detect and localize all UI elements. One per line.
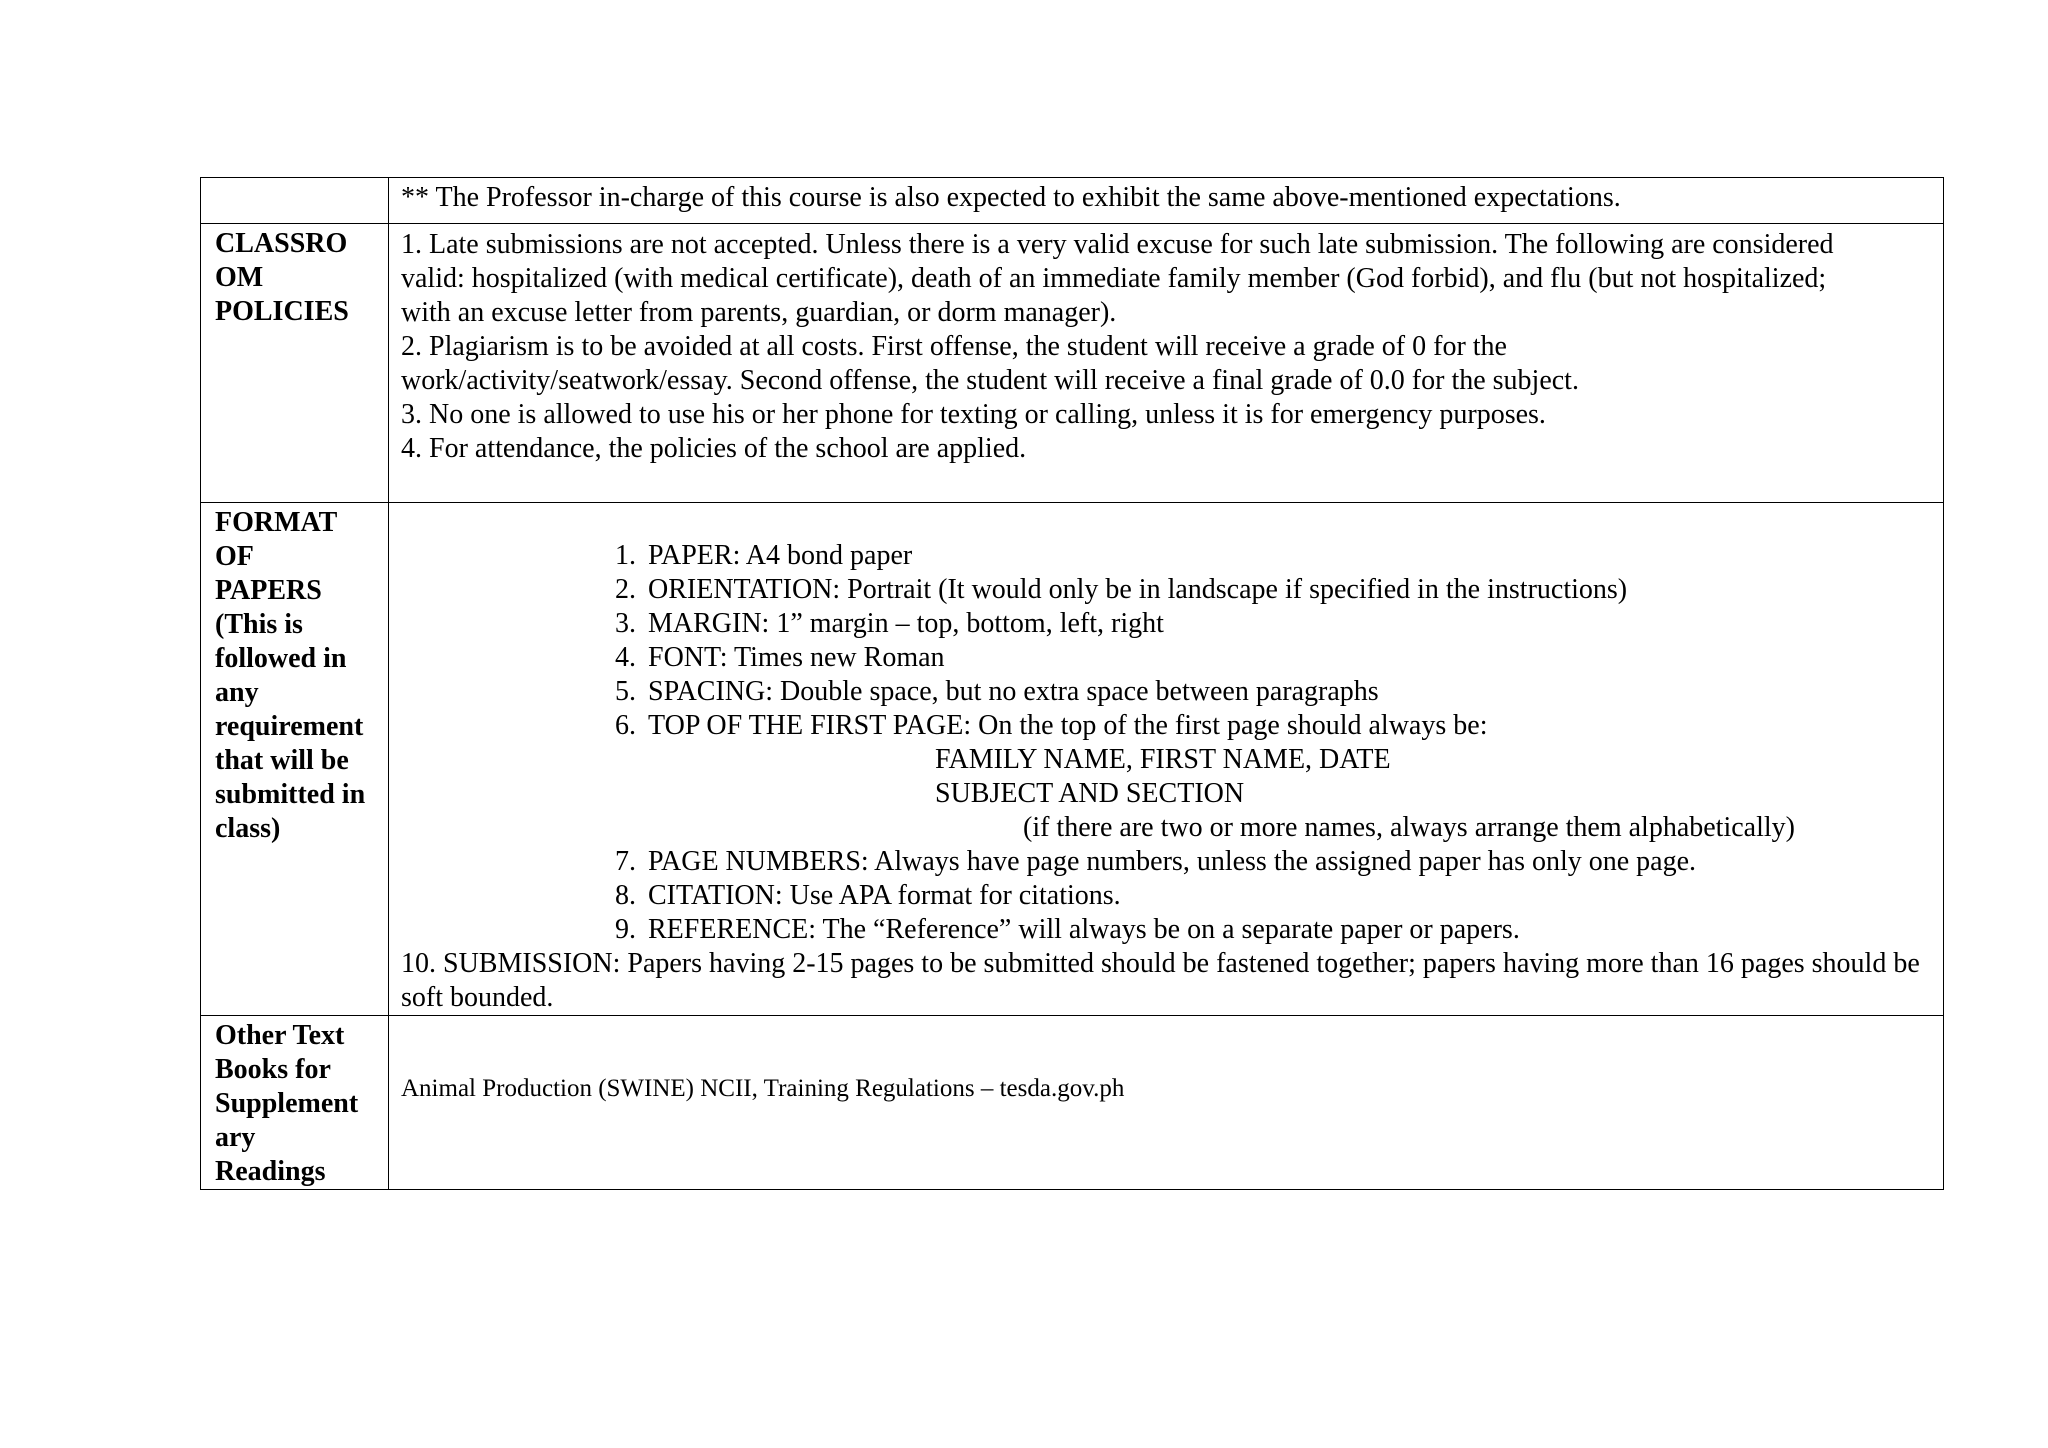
list-item: 7. PAGE NUMBERS: Always have page numbers, unless the assigned paper has only one page.	[615, 846, 1697, 877]
policy-line: work/activity/seatwork/essay. Second offense, the student will receive a final grade of 0.0 for the subject.	[401, 365, 1579, 396]
classroom-policies-body	[389, 224, 1944, 503]
submission-item: 10. SUBMISSION: Papers having 2-15 pages to be submitted should be fastened together; papers having more than 16 pages should be soft bounded.	[401, 948, 1920, 1013]
policy-line: 3. No one is allowed to use his or her phone for texting or calling, unless it is for emergency purposes.	[401, 399, 1546, 430]
classroom-policies-label: CLASSRO OM POLICIES	[201, 224, 389, 503]
policy-line: with an excuse letter from parents, guardian, or dorm manager).	[401, 297, 1117, 328]
policy-line: 4. For attendance, the policies of the school are applied.	[401, 433, 1027, 464]
expectations-row	[201, 178, 1944, 224]
policy-line: 1. Late submissions are not accepted. Unless there is a very valid excuse for such late submission. The following are considered	[401, 229, 1834, 260]
classroom-policies-row	[201, 224, 1944, 503]
list-item: 4. FONT: Times new Roman	[615, 642, 945, 673]
header-format-line: FAMILY NAME, FIRST NAME, DATE	[935, 744, 1391, 775]
other-textbooks-row	[201, 1016, 1944, 1190]
list-item: 1. PAPER: A4 bond paper	[615, 540, 913, 571]
list-item: 9. REFERENCE: The “Reference” will always be on a separate paper or papers.	[615, 914, 1520, 945]
format-of-papers-row	[201, 503, 1944, 1016]
policy-line: 2. Plagiarism is to be avoided at all costs. First offense, the student will receive a grade of 0 for the	[401, 331, 1507, 362]
expectations-cell	[389, 178, 1944, 224]
syllabus-table	[200, 177, 1944, 1190]
header-format-note: (if there are two or more names, always arrange them alphabetically)	[1023, 812, 1795, 843]
list-item: 5. SPACING: Double space, but no extra space between paragraphs	[615, 676, 1379, 707]
header-format-line: SUBJECT AND SECTION	[935, 778, 1245, 809]
format-of-papers-body	[389, 503, 1944, 1016]
list-item: 2. ORIENTATION: Portrait (It would only be in landscape if specified in the instructions)	[615, 574, 1628, 605]
format-list	[401, 503, 1933, 1015]
other-textbooks-label: Other Text Books for Supplement ary Readings	[201, 1016, 389, 1190]
reference-text: Animal Production (SWINE) NCII, Training Regulations – tesda.gov.ph	[401, 1075, 1125, 1102]
professor-note: ** The Professor in-charge of this course is also expected to exhibit the same above-mentioned expectations.	[401, 182, 1621, 213]
format-of-papers-label: FORMAT OF PAPERS (This is followed in any requirement that will be submitted in class)	[201, 503, 389, 1016]
list-item: 3. MARGIN: 1” margin – top, bottom, left, right	[615, 608, 1164, 639]
empty-label-cell	[201, 178, 389, 224]
policy-line: valid: hospitalized (with medical certificate), death of an immediate family member (God forbid), and flu (but not hospitalized;	[401, 263, 1827, 294]
list-item: 6. TOP OF THE FIRST PAGE: On the top of the first page should always be:	[615, 710, 1488, 741]
other-textbooks-body	[389, 1016, 1944, 1190]
list-item: 8. CITATION: Use APA format for citations.	[615, 880, 1121, 911]
